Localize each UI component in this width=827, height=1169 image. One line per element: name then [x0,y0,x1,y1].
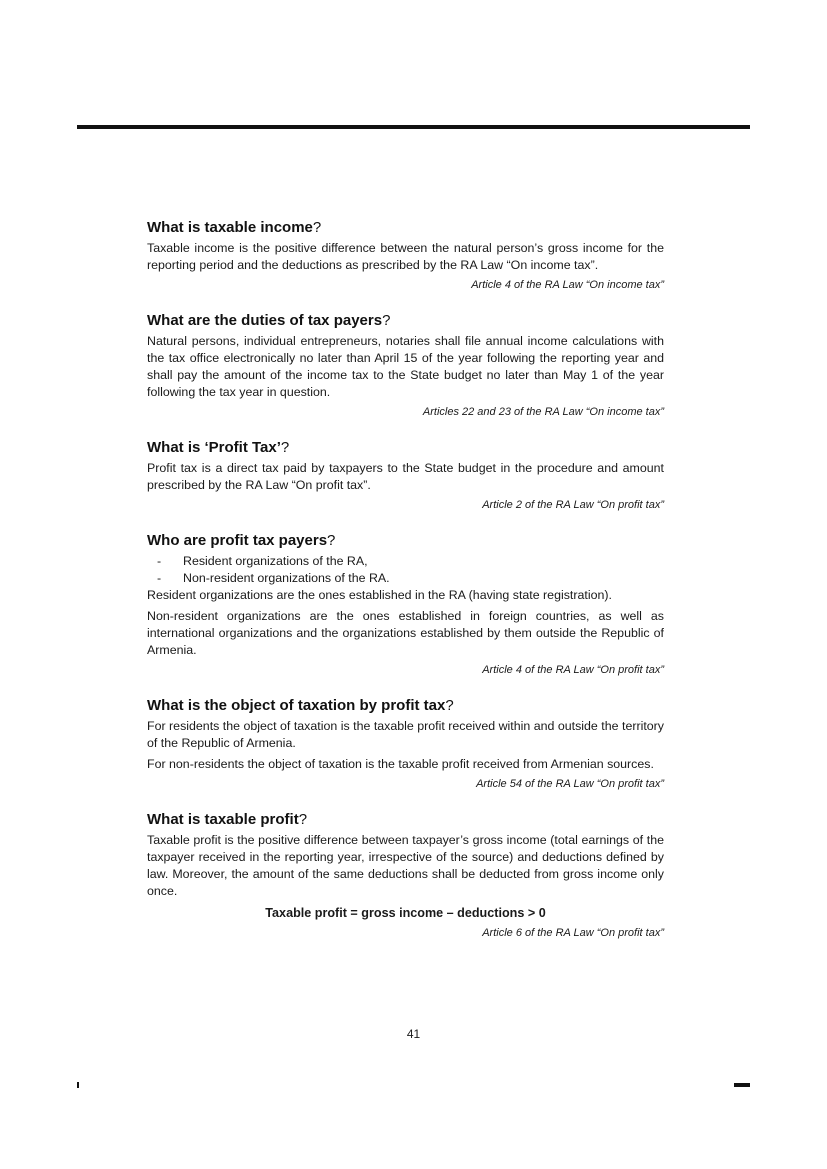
section-heading: What are the duties of tax payers? [147,312,391,329]
crop-mark-right [734,1083,750,1087]
section-heading: What is taxable profit? [147,811,308,828]
law-reference: Article 2 of the RA Law “On profit tax” [482,499,664,511]
list-item: - Resident organizations of the RA, [157,553,664,570]
taxable-profit-formula: Taxable profit = gross income – deductions > 0 [265,906,546,920]
section-duties-of-tax-payers [147,312,664,420]
law-reference: Article 6 of the RA Law “On profit tax” [482,927,664,939]
law-reference: Article 4 of the RA Law “On profit tax” [482,664,664,676]
top-rule [77,125,750,129]
list-item: - Non-resident organizations of the RA. [157,570,664,587]
section-heading: What is the object of taxation by profit tax? [147,697,454,714]
section-heading: What is taxable income? [147,219,322,236]
section-paragraph: Profit tax is a direct tax paid by taxpayers to the State budget in the procedure and amount prescribed by the RA Law “On profit tax”. [147,461,664,492]
section-paragraph: For non-residents the object of taxation is the taxable profit received from Armenian sources. [147,757,654,771]
section-object-of-taxation [147,697,664,792]
page-content [147,219,664,941]
section-profit-tax-payers [147,532,664,678]
law-reference: Article 54 of the RA Law “On profit tax” [476,778,664,790]
section-paragraph: Non-resident organizations are the ones established in foreign countries, as well as international organizations and the organizations established by them outside the Republic of Armenia. [147,609,664,657]
section-taxable-income [147,219,664,293]
section-paragraph: Taxable profit is the positive difference between taxpayer’s gross income (total earnings of the taxpayer received in the reporting year, irrespective of the source) and deductions defined by law. Moreover, the amount of the same deductions shall be deducted from gross income only once. [147,833,664,898]
section-paragraph: Natural persons, individual entrepreneurs, notaries shall file annual income calculations with the tax office electronically no later than April 15 of the year following the reporting year and shall pay the amount of the income tax to the State budget no later than May 1 of the year following the tax year in question. [147,334,664,399]
section-heading: What is ‘Profit Tax’? [147,439,290,456]
section-paragraph: Taxable income is the positive difference between the natural person’s gross income for the reporting period and the deductions as prescribed by the RA Law “On income tax”. [147,241,664,272]
section-heading: Who are profit tax payers? [147,532,336,549]
section-profit-tax [147,439,664,513]
crop-mark-left [77,1082,79,1088]
law-reference: Article 4 of the RA Law “On income tax” [471,279,664,291]
section-paragraph: Resident organizations are the ones established in the RA (having state registration). [147,588,612,602]
section-taxable-profit [147,811,664,941]
law-reference: Articles 22 and 23 of the RA Law “On income tax” [422,406,664,418]
section-paragraph: For residents the object of taxation is the taxable profit received within and outside the territory of the Republic of Armenia. [147,719,664,750]
payer-list [147,553,664,587]
page-number: 41 [406,1027,421,1041]
